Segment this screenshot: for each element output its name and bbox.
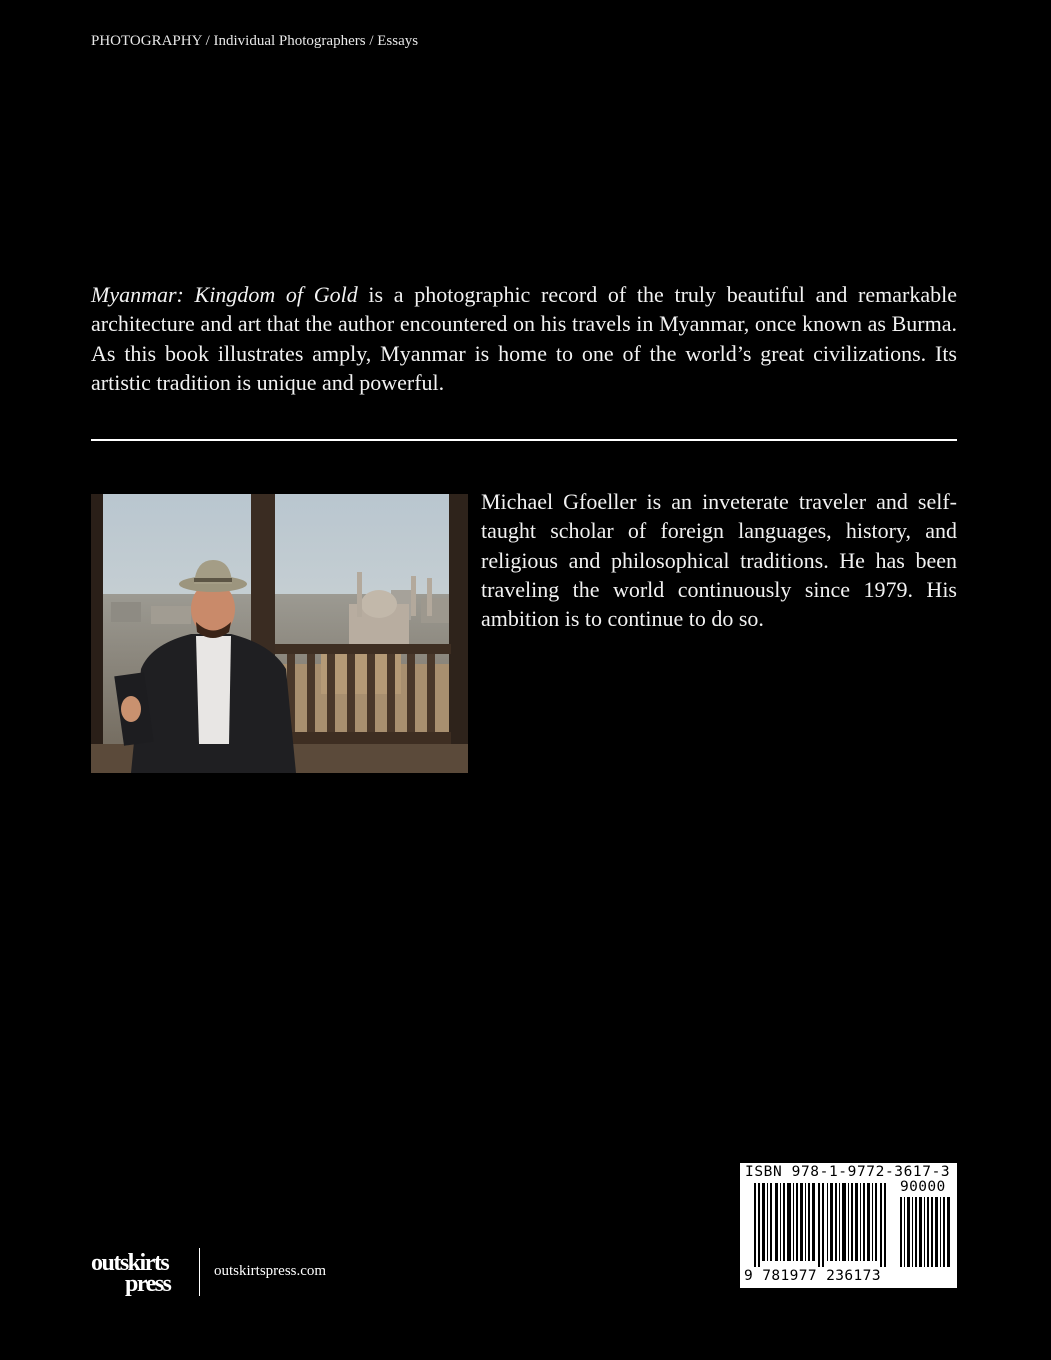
category-line: PHOTOGRAPHY / Individual Photographers / Essays	[91, 33, 419, 49]
ean-digits: 9 781977 236173	[744, 1268, 881, 1284]
author-photo	[91, 494, 468, 773]
isbn-barcode	[740, 1163, 957, 1288]
divider-line	[91, 439, 957, 441]
logo-bottom-text: press	[125, 1271, 171, 1297]
publisher-website: outskirtspress.com	[214, 1263, 327, 1279]
addon-bars	[900, 1197, 952, 1267]
book-title: Myanmar: Kingdom of Gold	[91, 282, 358, 307]
publisher-logo	[91, 1250, 191, 1300]
logo-separator	[199, 1248, 200, 1296]
isbn-label: ISBN 978-1-9772-3617-3	[745, 1164, 951, 1180]
barcode-bars	[754, 1183, 894, 1267]
description-text: is a photographic record of the truly beautiful and remarkable architecture and art that the author encountered on his travels in Myanmar, once known as Burma. As this book illustrates amply, Myanmar is home to one of the world’s great civilizations. Its artistic tradition is unique and powerful.	[91, 282, 957, 395]
book-description	[91, 280, 957, 397]
author-bio: Michael Gfoeller is an inveterate traveler and self-taught scholar of foreign languages, history, and religious and philosophical traditions. He has been traveling the world continuously since 1979. His ambition is to continue to do so.	[481, 489, 957, 632]
logo-top-text: outskirts	[91, 1250, 169, 1276]
price-code: 90000	[900, 1179, 946, 1195]
